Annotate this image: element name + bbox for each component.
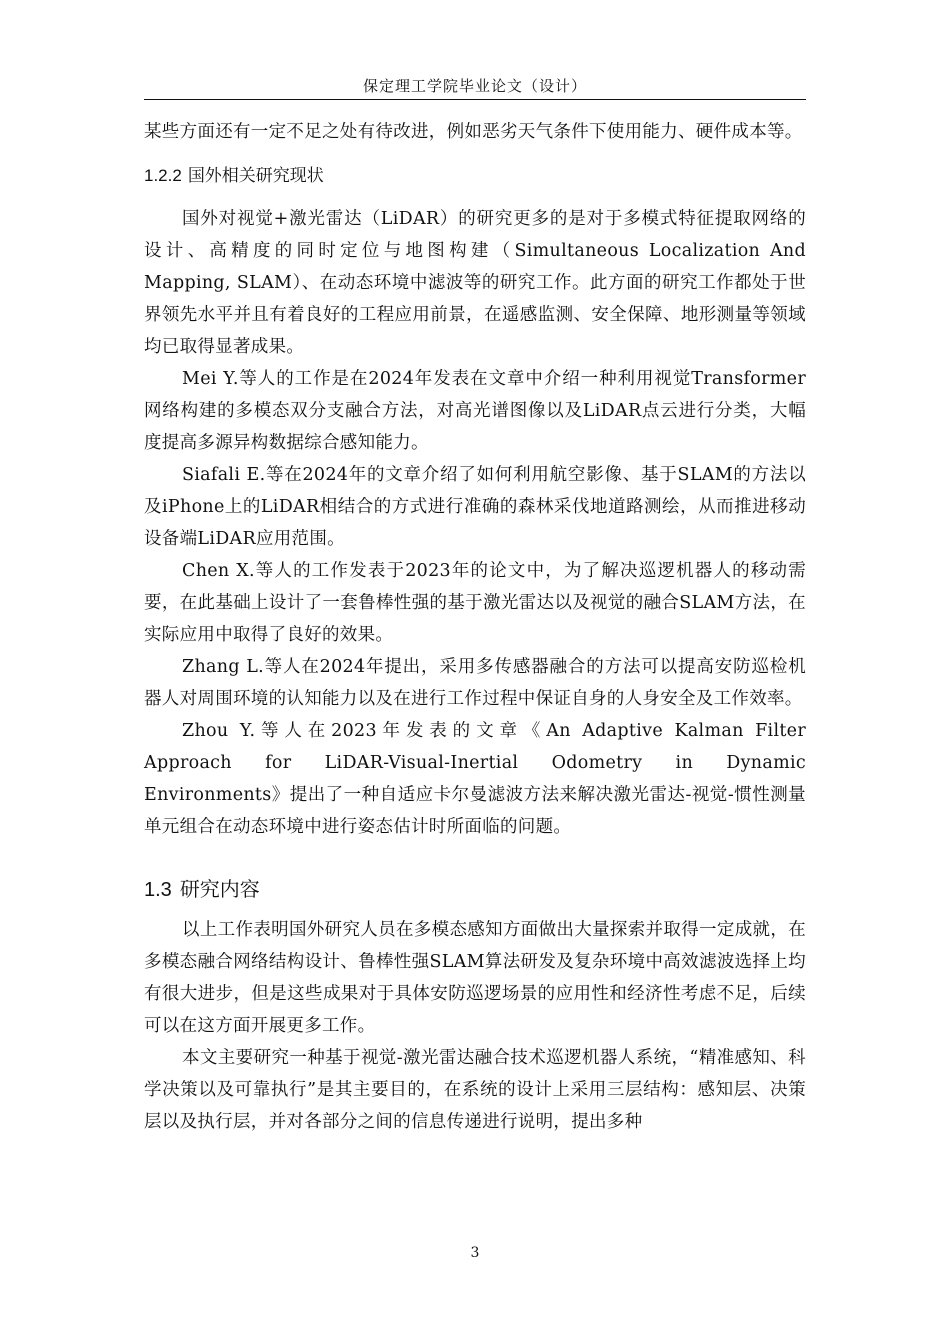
paragraph-mei: Mei Y.等人的工作是在2024年发表在文章中介绍一种利用视觉Transformer网络构建的多模态双分支融合方法，对高光谱图像以及LiDAR点云进行分类，大幅度提高多源异构数据综合感知能力。 [144, 369, 806, 453]
paragraph-siafali: Siafali E.等在2024年的文章介绍了如何利用航空影像、基于SLAM的方法以及iPhone上的LiDAR相结合的方式进行准确的森林采伐地道路测绘，从而推进移动设备端LiDAR应用范围。 [144, 465, 806, 549]
paragraph-zhou: Zhou Y.等人在2023年发表的文章《An Adaptive Kalman Filter Approach for LiDAR-Visual-Inertial Odometry in Dynamic Environments》提出了一种自适应卡尔曼滤波方法来解决激光雷达-视觉-惯性测量单元组合在动态环境中进行姿态估计时所面临的问题。 [144, 721, 806, 837]
paragraph-summary: 以上工作表明国外研究人员在多模态感知方面做出大量探索并取得一定成就，在多模态融合网络结构设计、鲁棒性强SLAM算法研发及复杂环境中高效滤波选择上均有很大进步，但是这些成果对于具体安防巡逻场景的应用性和经济性考虑不足，后续可以在这方面开展更多工作。 [144, 920, 806, 1036]
section-heading-1-3 [144, 873, 806, 906]
page-number: 3 [470, 1245, 480, 1261]
page-body [144, 116, 806, 1138]
section-title: 研究内容 [179, 877, 260, 901]
paragraph-chen: Chen X.等人的工作发表于2023年的论文中，为了解决巡逻机器人的移动需要，在此基础上设计了一套鲁棒性强的基于激光雷达以及视觉的融合SLAM方法，在实际应用中取得了良好的效果。 [144, 561, 806, 645]
header-rule [144, 99, 806, 100]
paragraph-overview: 国外对视觉+激光雷达（LiDAR）的研究更多的是对于多模式特征提取网络的设计、高精度的同时定位与地图构建（Simultaneous Localization And Mapping, SLAM）、在动态环境中滤波等的研究工作。此方面的研究工作都处于世界领先水平并且有着良好的工程应用前景，在遥感监测、安全保障、地形测量等领域均已取得显著成果。 [144, 209, 806, 357]
section-heading-1-2-2 [144, 160, 806, 192]
section-number: 1.2.2 [144, 166, 182, 185]
section-number: 1.3 [144, 879, 172, 901]
section-title: 国外相关研究现状 [187, 166, 324, 186]
paragraph-continuation: 某些方面还有一定不足之处有待改进，例如恶劣天气条件下使用能力、硬件成本等。 [144, 122, 803, 142]
paragraph-zhang: Zhang L.等人在2024年提出，采用多传感器融合的方法可以提高安防巡检机器人对周围环境的认知能力以及在进行工作过程中保证自身的人身安全及工作效率。 [144, 657, 806, 709]
running-header: 保定理工学院毕业论文（设计） [362, 77, 587, 95]
paragraph-research-content: 本文主要研究一种基于视觉-激光雷达融合技术巡逻机器人系统，“精准感知、科学决策以及可靠执行”是其主要目的，在系统的设计上采用三层结构：感知层、决策层以及执行层，并对各部分之间的信息传递进行说明，提出多种 [144, 1048, 806, 1132]
